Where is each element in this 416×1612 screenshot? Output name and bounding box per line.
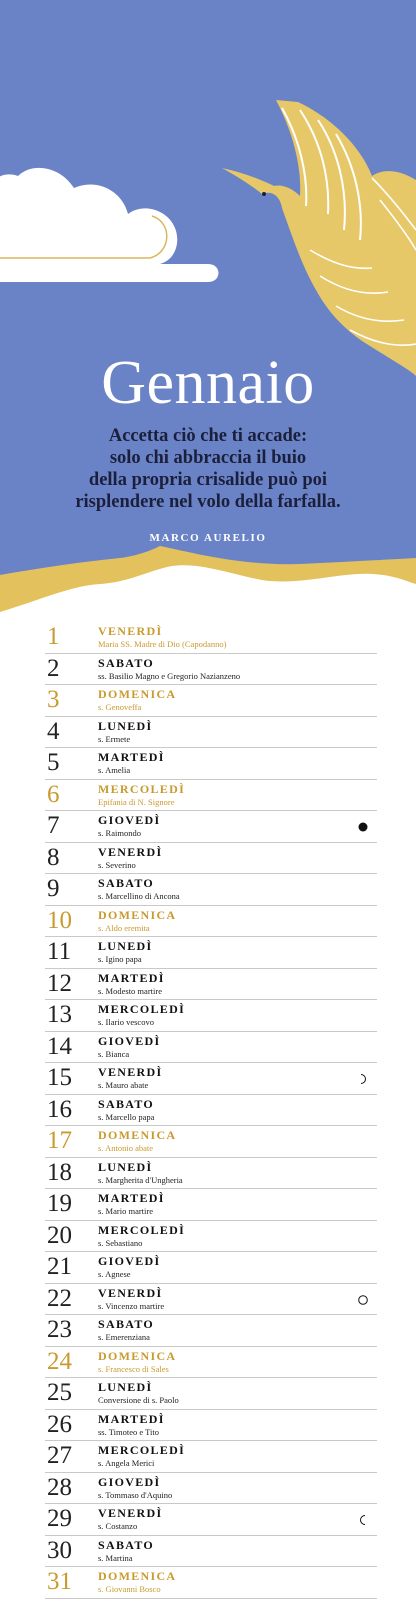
- quote-author: MARCO AURELIO: [149, 532, 267, 544]
- saint-name: s. Severino: [98, 859, 136, 870]
- day-row: [45, 717, 377, 749]
- saint-name: ss. Timoteo e Tito: [98, 1426, 159, 1437]
- quote-line: della propria crisalide può poi: [88, 470, 328, 490]
- day-number: 1: [47, 623, 60, 650]
- saint-name: s. Giovanni Bosco: [98, 1584, 161, 1594]
- day-number: 14: [47, 1032, 72, 1060]
- month-title: Gennaio: [101, 349, 315, 417]
- day-row: [45, 1315, 377, 1347]
- day-number: 24: [47, 1347, 72, 1375]
- day-list: [45, 622, 377, 1599]
- saint-name: s. Martina: [98, 1552, 133, 1563]
- day-row: [45, 1410, 377, 1442]
- day-row: [45, 1347, 377, 1379]
- saint-name: s. Marcellino di Ancona: [98, 891, 180, 901]
- weekday-label: SABATO: [98, 655, 155, 670]
- saint-name: s. Emerenziana: [98, 1332, 150, 1342]
- weekday-label: GIOVEDÌ: [98, 1254, 161, 1268]
- day-number: 22: [47, 1284, 72, 1312]
- day-number: 8: [47, 843, 60, 871]
- weekday-label: MARTEDÌ: [98, 970, 165, 985]
- day-row: [45, 1000, 377, 1032]
- day-number: 13: [47, 1001, 72, 1028]
- first-quarter-moon-icon: [357, 1072, 369, 1084]
- saint-name: s. Antonio abate: [98, 1143, 154, 1153]
- quote-line: risplendere nel volo della farfalla.: [75, 492, 341, 512]
- day-row: [45, 1189, 377, 1221]
- saint-name: s. Genoveffa: [98, 702, 142, 712]
- day-number: 5: [47, 749, 60, 776]
- weekday-label: LUNEDÌ: [98, 1159, 153, 1174]
- weekday-label: VENERDÌ: [98, 624, 163, 638]
- crane-icon: [222, 100, 416, 376]
- day-row: [45, 874, 377, 906]
- day-number: 10: [47, 906, 72, 934]
- saint-name: s. Igino papa: [98, 954, 142, 964]
- day-row: [45, 1441, 377, 1473]
- weekday-label: MERCOLEDÌ: [98, 781, 186, 796]
- saint-name: s. Vincenzo martire: [98, 1300, 165, 1311]
- day-row: [45, 843, 377, 875]
- saint-name: s. Marcello papa: [98, 1111, 155, 1122]
- day-number: 31: [47, 1568, 72, 1595]
- day-number: 7: [47, 812, 60, 839]
- saint-name: Maria SS. Madre di Dio (Capodanno): [98, 639, 227, 649]
- saint-name: s. Francesco di Sales: [98, 1363, 169, 1374]
- saint-name: s. Ermete: [98, 733, 131, 744]
- weekday-label: SABATO: [98, 1537, 155, 1552]
- weekday-label: DOMENICA: [98, 1348, 177, 1363]
- weekday-label: SABATO: [98, 1096, 155, 1111]
- quote: [20, 425, 396, 513]
- day-row: [45, 937, 377, 969]
- day-number: 21: [47, 1253, 72, 1280]
- weekday-label: MERCOLEDÌ: [98, 1222, 186, 1237]
- weekday-label: GIOVEDÌ: [98, 1033, 161, 1048]
- day-row: [45, 811, 377, 843]
- saint-name: ss. Basilio Magno e Gregorio Nazianzeno: [98, 670, 241, 681]
- saint-name: s. Ilario vescovo: [98, 1017, 154, 1027]
- saint-name: s. Agnese: [98, 1269, 131, 1279]
- weekday-label: GIOVEDÌ: [98, 813, 161, 827]
- weekday-label: LUNEDÌ: [98, 718, 153, 733]
- weekday-label: DOMENICA: [98, 1128, 177, 1142]
- cloud-icon: [0, 168, 219, 282]
- weekday-label: VENERDÌ: [98, 1506, 163, 1520]
- day-row: [45, 1378, 377, 1410]
- day-number: 15: [47, 1064, 72, 1091]
- day-number: 9: [47, 875, 60, 902]
- saint-name: s. Costanzo: [98, 1521, 138, 1531]
- day-number: 12: [47, 969, 72, 997]
- saint-name: s. Raimondo: [98, 828, 141, 838]
- quote-line: solo chi abbraccia il buio: [109, 448, 307, 468]
- saint-name: s. Margherita d'Ungheria: [98, 1174, 183, 1185]
- day-number: 6: [47, 780, 60, 808]
- day-row: [45, 906, 377, 938]
- day-row: [45, 1063, 377, 1095]
- day-number: 20: [47, 1221, 72, 1249]
- weekday-label: GIOVEDÌ: [98, 1474, 161, 1489]
- saint-name: s. Mario martire: [98, 1206, 153, 1216]
- day-row: [45, 780, 377, 812]
- day-number: 17: [47, 1127, 72, 1154]
- new-moon-icon: [357, 820, 369, 832]
- weekday-label: SABATO: [98, 1317, 155, 1331]
- weekday-label: DOMENICA: [98, 687, 177, 701]
- dunes-icon: [0, 546, 416, 625]
- weekday-label: MARTEDÌ: [98, 1191, 165, 1205]
- day-number: 23: [47, 1316, 72, 1343]
- weekday-label: DOMENICA: [98, 1569, 177, 1583]
- day-number: 19: [47, 1190, 72, 1217]
- weekday-label: DOMENICA: [98, 907, 177, 922]
- day-number: 29: [47, 1505, 72, 1532]
- last-quarter-moon-icon: [357, 1513, 369, 1525]
- day-number: 25: [47, 1379, 72, 1406]
- day-row: [45, 1284, 377, 1316]
- day-row: [45, 1567, 377, 1599]
- day-row: [45, 622, 377, 654]
- weekday-label: SABATO: [98, 876, 155, 890]
- saint-name: s. Angela Merici: [98, 1458, 155, 1468]
- saint-name: s. Aldo eremita: [98, 922, 150, 933]
- quote-line: Accetta ciò che ti accade:: [108, 426, 308, 446]
- day-row: [45, 1126, 377, 1158]
- weekday-label: VENERDÌ: [98, 844, 163, 859]
- day-row: [45, 1504, 377, 1536]
- saint-name: s. Modesto martire: [98, 985, 162, 996]
- full-moon-icon: [357, 1293, 369, 1305]
- day-row: [45, 969, 377, 1001]
- saint-name: Epifania di N. Signore: [98, 796, 175, 807]
- day-row: [45, 685, 377, 717]
- day-row: [45, 1032, 377, 1064]
- day-row: [45, 1536, 377, 1568]
- weekday-label: MERCOLEDÌ: [98, 1002, 186, 1016]
- weekday-label: MARTEDÌ: [98, 1411, 165, 1426]
- saint-name: s. Amelia: [98, 765, 131, 775]
- day-number: 26: [47, 1410, 72, 1438]
- day-row: [45, 1221, 377, 1253]
- day-row: [45, 748, 377, 780]
- weekday-label: VENERDÌ: [98, 1065, 163, 1079]
- weekday-label: LUNEDÌ: [98, 1380, 153, 1394]
- day-number: 30: [47, 1536, 72, 1564]
- weekday-label: MERCOLEDÌ: [98, 1443, 186, 1457]
- saint-name: s. Sebastiano: [98, 1237, 143, 1248]
- saint-name: s. Bianca: [98, 1048, 130, 1059]
- saint-name: s. Tommaso d'Aquino: [98, 1489, 173, 1500]
- day-row: [45, 1095, 377, 1127]
- weekday-label: LUNEDÌ: [98, 939, 153, 953]
- day-number: 18: [47, 1158, 72, 1186]
- header-illustration: [0, 0, 416, 625]
- saint-name: Conversione di s. Paolo: [98, 1395, 179, 1405]
- day-number: 28: [47, 1473, 72, 1501]
- day-number: 27: [47, 1442, 72, 1469]
- day-number: 11: [47, 938, 72, 965]
- day-row: [45, 1252, 377, 1284]
- saint-name: s. Mauro abate: [98, 1080, 149, 1090]
- weekday-label: MARTEDÌ: [98, 750, 165, 764]
- day-number: 2: [47, 654, 60, 682]
- day-number: 4: [47, 717, 60, 745]
- day-number: 3: [47, 686, 60, 713]
- weekday-label: VENERDÌ: [98, 1285, 163, 1300]
- day-number: 16: [47, 1095, 72, 1123]
- day-row: [45, 1158, 377, 1190]
- day-row: [45, 1473, 377, 1505]
- day-row: [45, 654, 377, 686]
